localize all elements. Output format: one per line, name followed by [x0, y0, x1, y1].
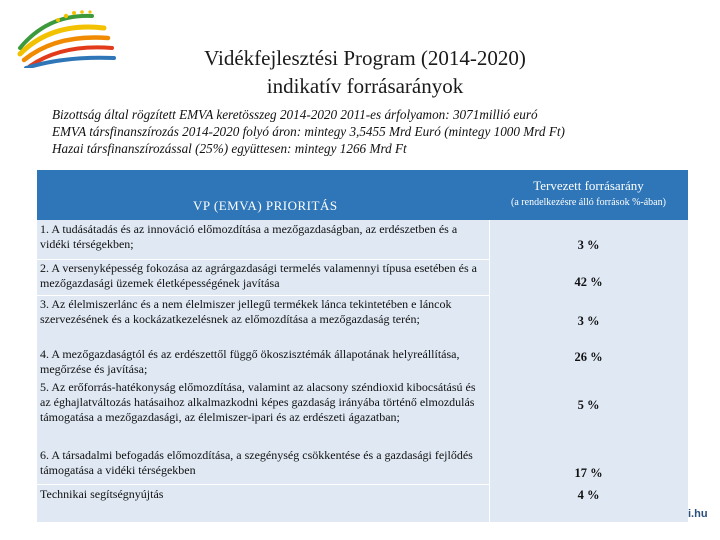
page-subtitle: indikatív forrásarányok	[266, 74, 464, 98]
page-title: Vidékfejlesztési Program (2014-2020)	[204, 46, 526, 70]
table-row	[37, 222, 688, 260]
priority-cell: 5. Az erőforrás-hatékonyság előmozdítása, valamint az alacsony széndioxid kibocsátású és az éghajlatváltozás hatásaihoz alkalmazkodni képes gazdaság irányába történő elmozdulás támogatása a mezőgazdasági, az élelmiszer-ipari és az erdészeti ágazatban;	[40, 380, 476, 424]
share-header-label: Tervezett forrásarány	[533, 178, 644, 193]
share-header-note: (a rendelkezésre álló források %-ában)	[511, 197, 666, 208]
intro-line: Hazai társfinanszírozással (25%) együttesen: mintegy 1266 Mrd Ft	[52, 141, 407, 156]
share-cell: 5 %	[577, 398, 600, 412]
priority-cell: Technikai segítségnyújtás	[40, 487, 164, 501]
priority-cell: 4. A mezőgazdaságtól és az erdészettől függő ökoszisztémák állapotának helyreállítása, megőrzése és javítása;	[40, 347, 460, 376]
intro-text	[52, 106, 712, 157]
intro-line: EMVA társfinanszírozás 2014-2020 folyó áron: mintegy 3,5455 Mrd Euró (mintegy 1000 Mrd Ft)	[52, 124, 565, 139]
share-column-header	[489, 170, 688, 220]
priority-cell: 6. A társadalmi befogadás előmozdítása, a szegénység csökkentése és a gazdasági fejlődés támogatása a vidéki térségekben	[40, 448, 473, 477]
share-cell: 17 %	[574, 466, 603, 480]
share-cell: 26 %	[574, 350, 603, 364]
footer-url-fragment: i.hu	[688, 508, 708, 520]
table-row	[37, 448, 688, 484]
share-cell: 42 %	[574, 275, 603, 289]
priority-cell: 1. A tudásátadás és az innováció előmozdítása a mezőgazdaságban, az erdészetben és a vidéki térségekben;	[40, 222, 458, 251]
table-row	[37, 297, 688, 347]
priority-cell: 3. Az élelmiszerlánc és a nem élelmiszer jellegű termékek lánca tekintetében e láncok szervezésének és a kockázatkezelésnek az előmozdítása a mezőgazdaság terén;	[40, 297, 452, 326]
row-divider	[37, 484, 489, 485]
share-cell: 3 %	[577, 238, 600, 252]
table-row	[37, 347, 688, 380]
intro-line: Bizottság által rögzített EMVA keretösszeg 2014-2020 2011-es árfolyamon: 3071millió euró	[52, 107, 538, 122]
table-row	[37, 487, 688, 517]
priority-header-label: VP (EMVA) PRIORITÁS	[193, 198, 338, 213]
share-cell: 4 %	[577, 488, 600, 502]
row-divider	[37, 295, 489, 296]
share-cell: 3 %	[577, 314, 600, 328]
table-row	[37, 261, 688, 297]
priority-column-header	[37, 170, 489, 220]
priority-table	[37, 170, 688, 522]
priority-cell: 2. A versenyképesség fokozása az agrárgazdasági termelés valamennyi típusa esetében és a mezőgazdasági üzemek életképességének javítása	[40, 261, 477, 290]
row-divider	[37, 259, 489, 260]
table-row	[37, 380, 688, 446]
